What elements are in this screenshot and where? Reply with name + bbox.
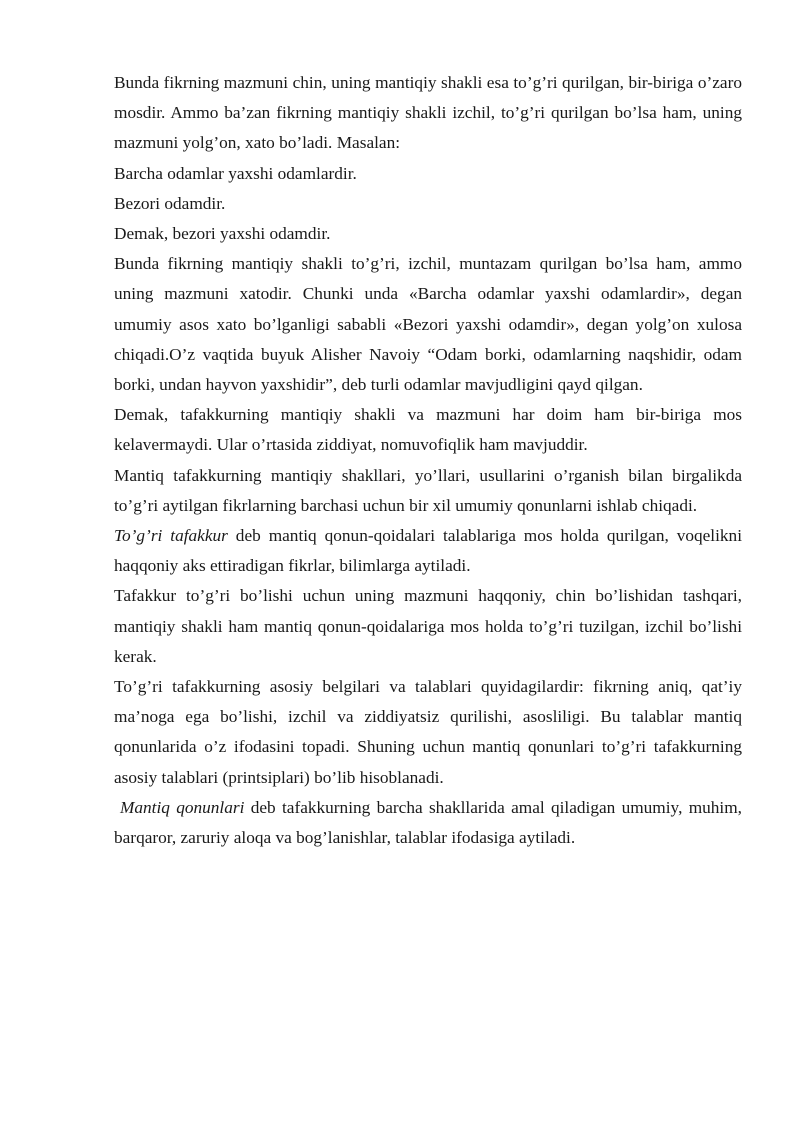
definition-paragraph xyxy=(114,521,742,581)
paragraph: Demak, bezori yaxshi odamdir. xyxy=(114,224,331,244)
paragraph: Tafakkur to’g’ri bo’lishi uchun uning mazmuni haqqoniy, chin bo’lishidan tashqari, mantiqiy shakli ham mantiq qonun-qoidalariga mos holda to’g’ri tuzilgan, izchil bo’lishi kerak. xyxy=(114,586,742,666)
defined-term: To’g’ri tafakkur xyxy=(114,526,228,546)
document-page xyxy=(114,68,742,853)
paragraph: Demak, tafakkurning mantiqiy shakli va mazmuni har doim ham bir-biriga mos kelavermaydi. Ular o’rtasida ziddiyat, nomuvofiqlik ham mavjuddir. xyxy=(114,405,742,455)
paragraph: Mantiq tafakkurning mantiqiy shakllari, yo’llari, usullarini o’rganish bilan birgalikda to’g’ri aytilgan fikrlarning barchasi uchun bir xil umumiy qonunlarni ishlab chiqadi. xyxy=(114,465,742,515)
paragraph: Barcha odamlar yaxshi odamlardir. xyxy=(114,163,357,183)
paragraph: Bezori odamdir. xyxy=(114,193,226,213)
paragraph: Bunda fikrning mazmuni chin, uning mantiqiy shakli esa to’g’ri qurilgan, bir-biriga o’zaro mosdir. Ammo ba’zan fikrning mantiqiy shakli izchil, to’g’ri qurilgan bo’lsa ham, uning mazmuni yolg’on, xato bo’ladi. Masalan: xyxy=(114,73,742,153)
definition-text: deb tafakkurning barcha shakllarida amal qiladigan umumiy, muhim, barqaror, zaruriy aloqa va bog’lanishlar, talablar ifodasiga aytiladi. xyxy=(114,797,742,848)
definition-paragraph xyxy=(114,793,742,853)
paragraph: To’g’ri tafakkurning asosiy belgilari va talablari quyidagilardir: fikrning aniq, qat’iy ma’noga ega bo’lishi, izchil va ziddiyatsiz qurilishi, asosliligi. Bu talablar mantiq qonunlarida o’z ifodasini topadi. Shuning uchun mantiq qonunlari to’g’ri tafakkurning asosiy talablari (printsiplari) bo’lib hisoblanadi. xyxy=(114,677,742,787)
defined-term: Mantiq qonunlari xyxy=(120,797,245,817)
paragraph: Bunda fikrning mantiqiy shakli to’g’ri, izchil, muntazam qurilgan bo’lsa ham, ammo uning mazmuni xatodir. Chunki unda «Barcha odamlar yaxshi odamlardir», degan umumiy asos xato bo’lganligi sababli «Bezori yaxshi odamdir», degan yolg’on xulosa chiqadi.O’z vaqtida buyuk Alisher Navoiy “Odam borki, odamlarning naqshidir, odam borki, undan hayvon yaxshidir”, deb turli odamlar mavjudligini qayd qilgan. xyxy=(114,254,742,395)
definition-text: deb mantiq qonun-qoidalari talablariga mos holda qurilgan, voqelikni haqqoniy aks ettiradigan fikrlar, bilimlarga aytiladi. xyxy=(114,526,742,576)
